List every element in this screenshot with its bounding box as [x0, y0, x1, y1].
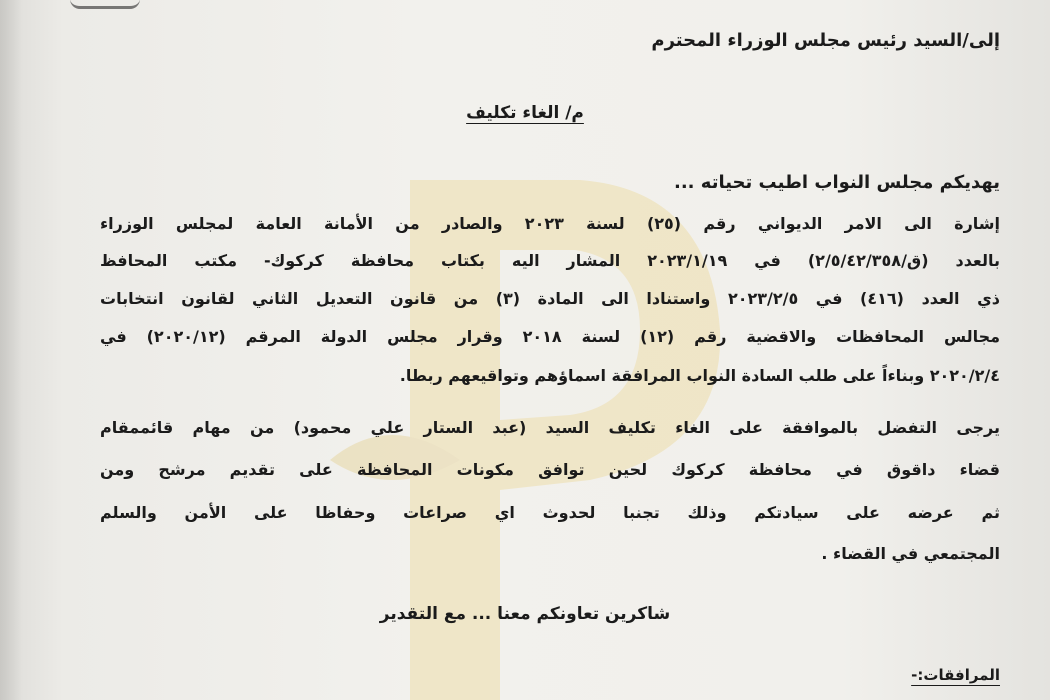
recipient-line: إلى/السيد رئيس مجلس الوزراء المحترم	[651, 30, 1000, 51]
greeting-line: يهديكم مجلس النواب اطيب تحياته ...	[674, 172, 1000, 193]
request-line: قضاء داقوق في محافظة كركوك لحين توافق مكونات المحافظة على تقديم مرشح ومن	[100, 460, 1000, 479]
body-line: ٢٠٢٠/٢/٤ وبناءاً على طلب السادة النواب المرافقة اسماؤهم وتواقيعهم ربطا.	[399, 366, 1000, 385]
closing-line: شاكرين تعاونكم معنا ... مع التقدير	[379, 604, 671, 624]
body-line: مجالس المحافظات والاقضية رقم (١٢) لسنة ٢٠١٨ وقرار مجلس الدولة المرقم (٢٠٢٠/١٢) في	[100, 327, 1001, 346]
subject-line: م/ الغاء تكليف	[466, 103, 584, 123]
body-line: بالعدد (ق/٢/٥/٤٢/٣٥٨) في ٢٠٢٣/١/١٩ المشار اليه بكتاب محافظة كركوك- مكتب المحافظ	[100, 251, 1000, 270]
request-line: يرجى التفضل بالموافقة على الغاء تكليف السيد (عبد الستار علي محمود) من مهام قائممقام	[100, 418, 1000, 437]
header-fragment	[70, 0, 140, 9]
request-line: المجتمعي في القضاء .	[821, 544, 1000, 563]
body-line: ذي العدد (٤١٦) في ٢٠٢٣/٢/٥ واستنادا الى المادة (٣) من قانون التعديل الثاني لقانون انتخابات	[100, 289, 1001, 308]
body-line: إشارة الى الامر الديواني رقم (٢٥) لسنة ٢٠٢٣ والصادر من الأمانة العامة لمجلس الوزراء	[100, 214, 1001, 233]
attachments-label: المرافقات:-	[911, 666, 1000, 684]
request-line: ثم عرضه على سيادتكم وذلك تجنبا لحدوث اي صراعات وحفاظا على الأمن والسلم	[100, 503, 1000, 522]
